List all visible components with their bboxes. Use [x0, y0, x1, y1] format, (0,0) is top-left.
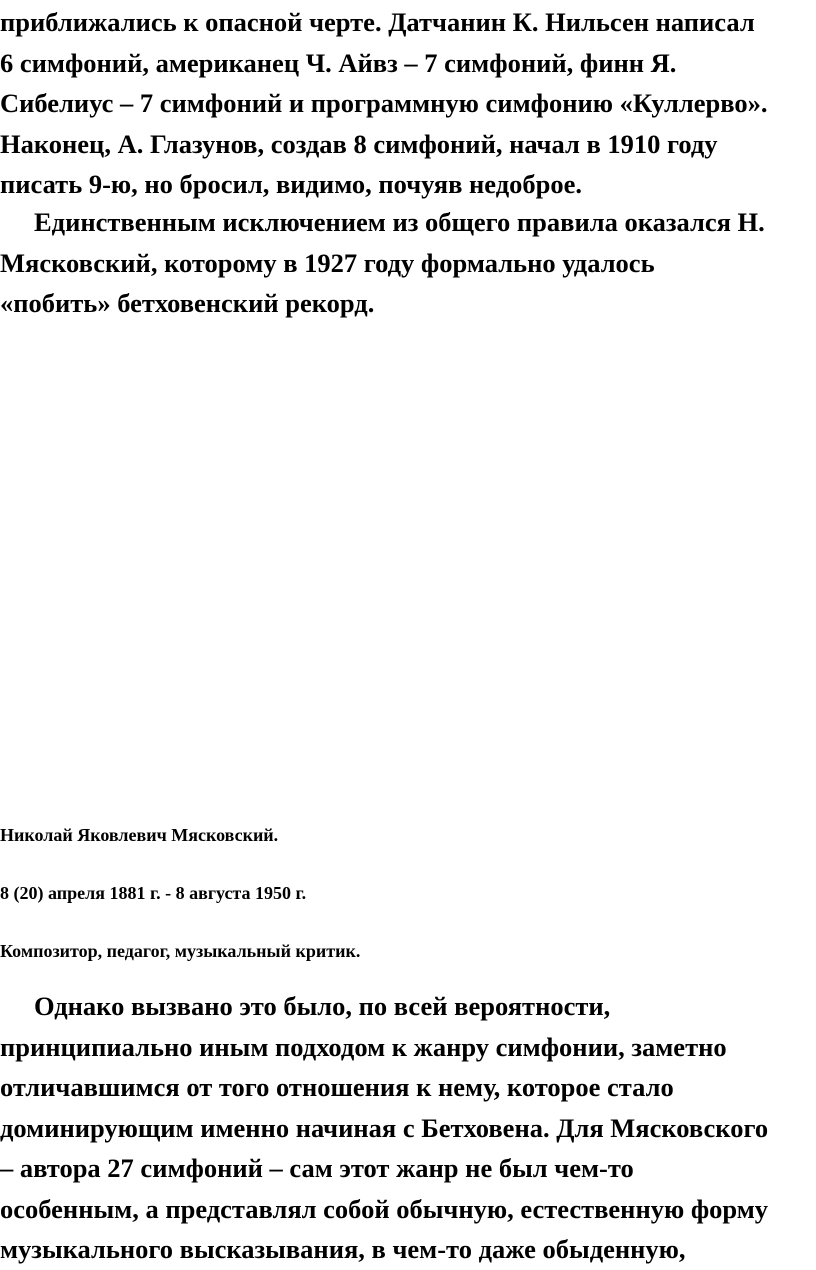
paragraph-exception: [0, 202, 816, 324]
text-line: отличавшимся от того отношения к нему, которое стало: [0, 1072, 674, 1102]
text-line: писать 9-ю, но бросил, видимо, почуяв недоброе.: [0, 169, 583, 199]
caption-name: Николай Яковлевич Мясковский.: [0, 825, 279, 845]
text-line: доминирующим именно начиная с Бетховена. Для Мясковского: [0, 1112, 769, 1143]
text-line: музыкального высказывания, в чем-то даже обыденную,: [0, 1234, 686, 1264]
portrait-image-area: [0, 330, 816, 800]
text-line: – автора 27 симфоний – сам этот жанр не был чем-то: [0, 1153, 634, 1183]
text-line: Однако вызвано это было, по всей вероятности,: [34, 991, 611, 1021]
text-line: Наконец, А. Глазунов, создав 8 симфоний, начал в 1910 году: [0, 128, 718, 159]
text-line: приближались к опасной черте. Датчанин К. Нильсен написал: [0, 7, 755, 37]
text-line: принципиально иным подходом к жанру симфонии, заметно: [0, 1031, 727, 1062]
caption-dates: 8 (20) апреля 1881 г. - 8 августа 1950 г.: [0, 883, 307, 903]
text-line: «побить» бетховенский рекорд.: [0, 288, 375, 318]
text-line: особенным, а представлял собой обычную, естественную форму: [0, 1193, 769, 1224]
text-line: Сибелиус – 7 симфоний и программную симфонию «Куллерво».: [0, 88, 768, 118]
text-line: Мясковский, которому в 1927 году формально удалось: [0, 247, 655, 278]
caption-roles: Композитор, педагог, музыкальный критик.: [0, 941, 361, 961]
paragraph-symphony-composers: [0, 2, 816, 205]
text-line: Единственным исключением из общего правила оказался Н.: [34, 207, 765, 237]
text-line: 6 симфоний, американец Ч. Айвз – 7 симфоний, финн Я.: [0, 47, 677, 78]
paragraph-approach: [0, 986, 816, 1270]
